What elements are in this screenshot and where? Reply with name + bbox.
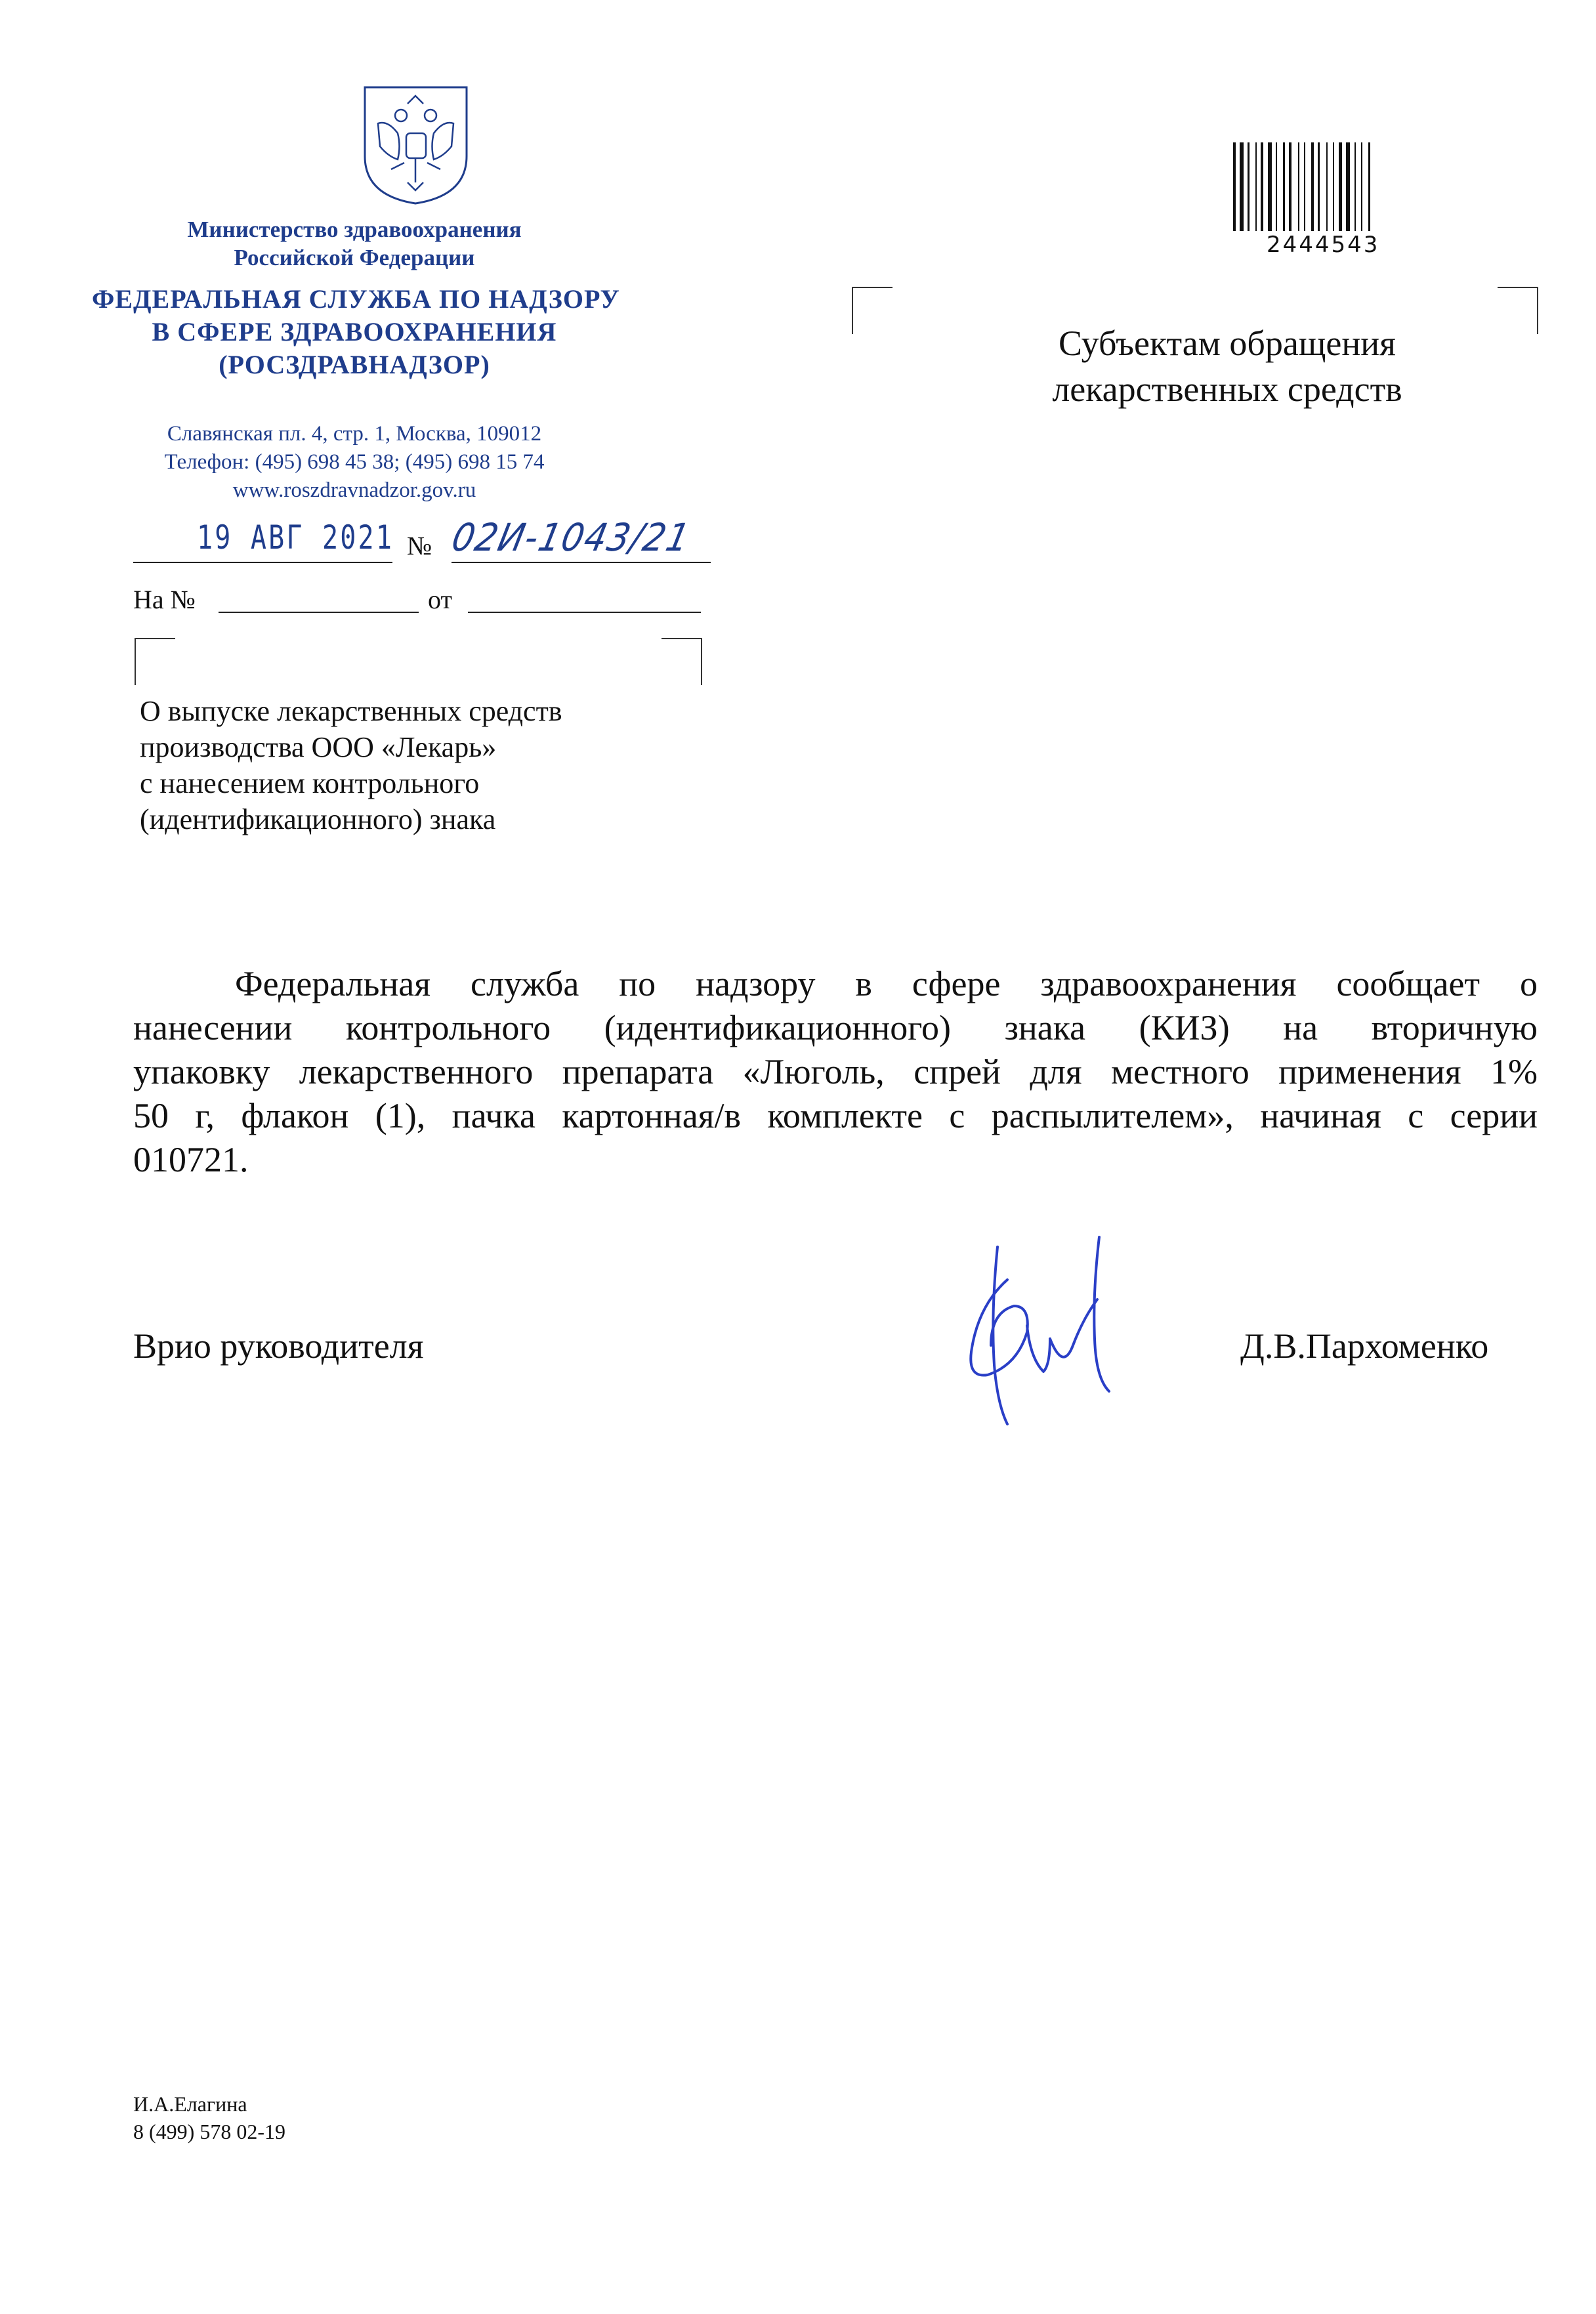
service-name-line2: В СФЕРЕ ЗДРАВООХРАНЕНИЯ <box>152 317 557 347</box>
from-date-field <box>468 612 701 613</box>
barcode-bar <box>1361 142 1362 231</box>
body-paragraph-line: 50 г, флакон (1), пачка картонная/в комплекте с распылителем», начиная с серии <box>133 1096 1538 1135</box>
reply-to-number-field <box>219 612 419 613</box>
barcode-bar <box>1268 142 1272 231</box>
service-abbreviation: (РОСЗДРАВНАДЗОР) <box>219 350 490 379</box>
handwritten-signature-icon <box>952 1234 1129 1431</box>
date-underline <box>133 562 392 563</box>
service-name: ФЕДЕРАЛЬНАЯ СЛУЖБА ПО НАДЗОРУ <box>92 284 620 314</box>
addressee-bracket-right <box>1498 287 1538 334</box>
barcode-bar <box>1333 142 1334 231</box>
barcode-bar <box>1354 142 1356 231</box>
subject-bracket-right <box>662 638 702 685</box>
number-label: № <box>407 531 432 560</box>
barcode-bar <box>1248 142 1250 231</box>
subject-line: с нанесением контрольного <box>140 767 480 799</box>
barcode-number: 2444543 <box>1267 232 1380 258</box>
signatory-name: Д.В.Пархоменко <box>1240 1326 1489 1366</box>
from-date-label: от <box>428 585 452 614</box>
executor-phone: 8 (499) 578 02-19 <box>133 2120 285 2143</box>
reply-to-label: На № <box>133 585 196 614</box>
barcode-bar <box>1233 142 1236 231</box>
barcode-bar <box>1304 142 1305 231</box>
subject-line: производства ООО «Лекарь» <box>140 731 497 763</box>
registration-date: 19 АВГ 2021 <box>197 518 394 557</box>
barcode-bar <box>1255 142 1257 231</box>
barcode-bar <box>1261 142 1263 231</box>
subject-bracket-left <box>135 638 175 685</box>
barcode-bar <box>1326 142 1328 231</box>
addressee-line: лекарственных средств <box>1052 369 1402 409</box>
addressee-bracket-left <box>852 287 892 334</box>
barcode-bar <box>1311 142 1314 231</box>
body-paragraph-line: Федеральная служба по надзору в сфере здравоохранения сообщает о <box>235 964 1538 1003</box>
coat-of-arms-icon <box>362 84 470 205</box>
barcode-bar <box>1339 142 1342 231</box>
barcode-bar <box>1318 142 1320 231</box>
website-link[interactable]: www.roszdravnadzor.gov.ru <box>232 478 476 502</box>
subject-line: О выпуске лекарственных средств <box>140 695 562 727</box>
body-paragraph-line: упаковку лекарственного препарата «Люголь, спрей для местного применения 1% <box>133 1052 1538 1091</box>
phone-numbers: Телефон: (495) 698 45 38; (495) 698 15 74 <box>164 450 545 474</box>
postal-address: Славянская пл. 4, стр. 1, Москва, 109012 <box>167 422 542 446</box>
barcode-bar <box>1289 142 1292 231</box>
barcode-bar <box>1283 142 1285 231</box>
subject-line: (идентификационного) знака <box>140 803 496 835</box>
ministry-name: Министерство здравоохранения <box>187 217 522 242</box>
signatory-role: Врио руководителя <box>133 1326 424 1366</box>
barcode-bar <box>1240 142 1244 231</box>
barcode-bar <box>1368 142 1370 231</box>
barcode-bar <box>1298 142 1299 231</box>
barcode-bar <box>1276 142 1277 231</box>
executor-name: И.А.Елагина <box>133 2092 247 2116</box>
registration-number: 02И-1043/21 <box>448 515 695 560</box>
body-paragraph-line: 010721. <box>133 1140 249 1179</box>
number-underline <box>452 562 711 563</box>
body-paragraph-line: нанесении контрольного (идентификационного) знака (КИЗ) на вторичную <box>133 1008 1538 1047</box>
barcode-icon <box>1230 139 1427 238</box>
barcode-bar <box>1346 142 1350 231</box>
ministry-name-country: Российской Федерации <box>234 245 475 270</box>
addressee-line: Субъектам обращения <box>1058 324 1396 363</box>
